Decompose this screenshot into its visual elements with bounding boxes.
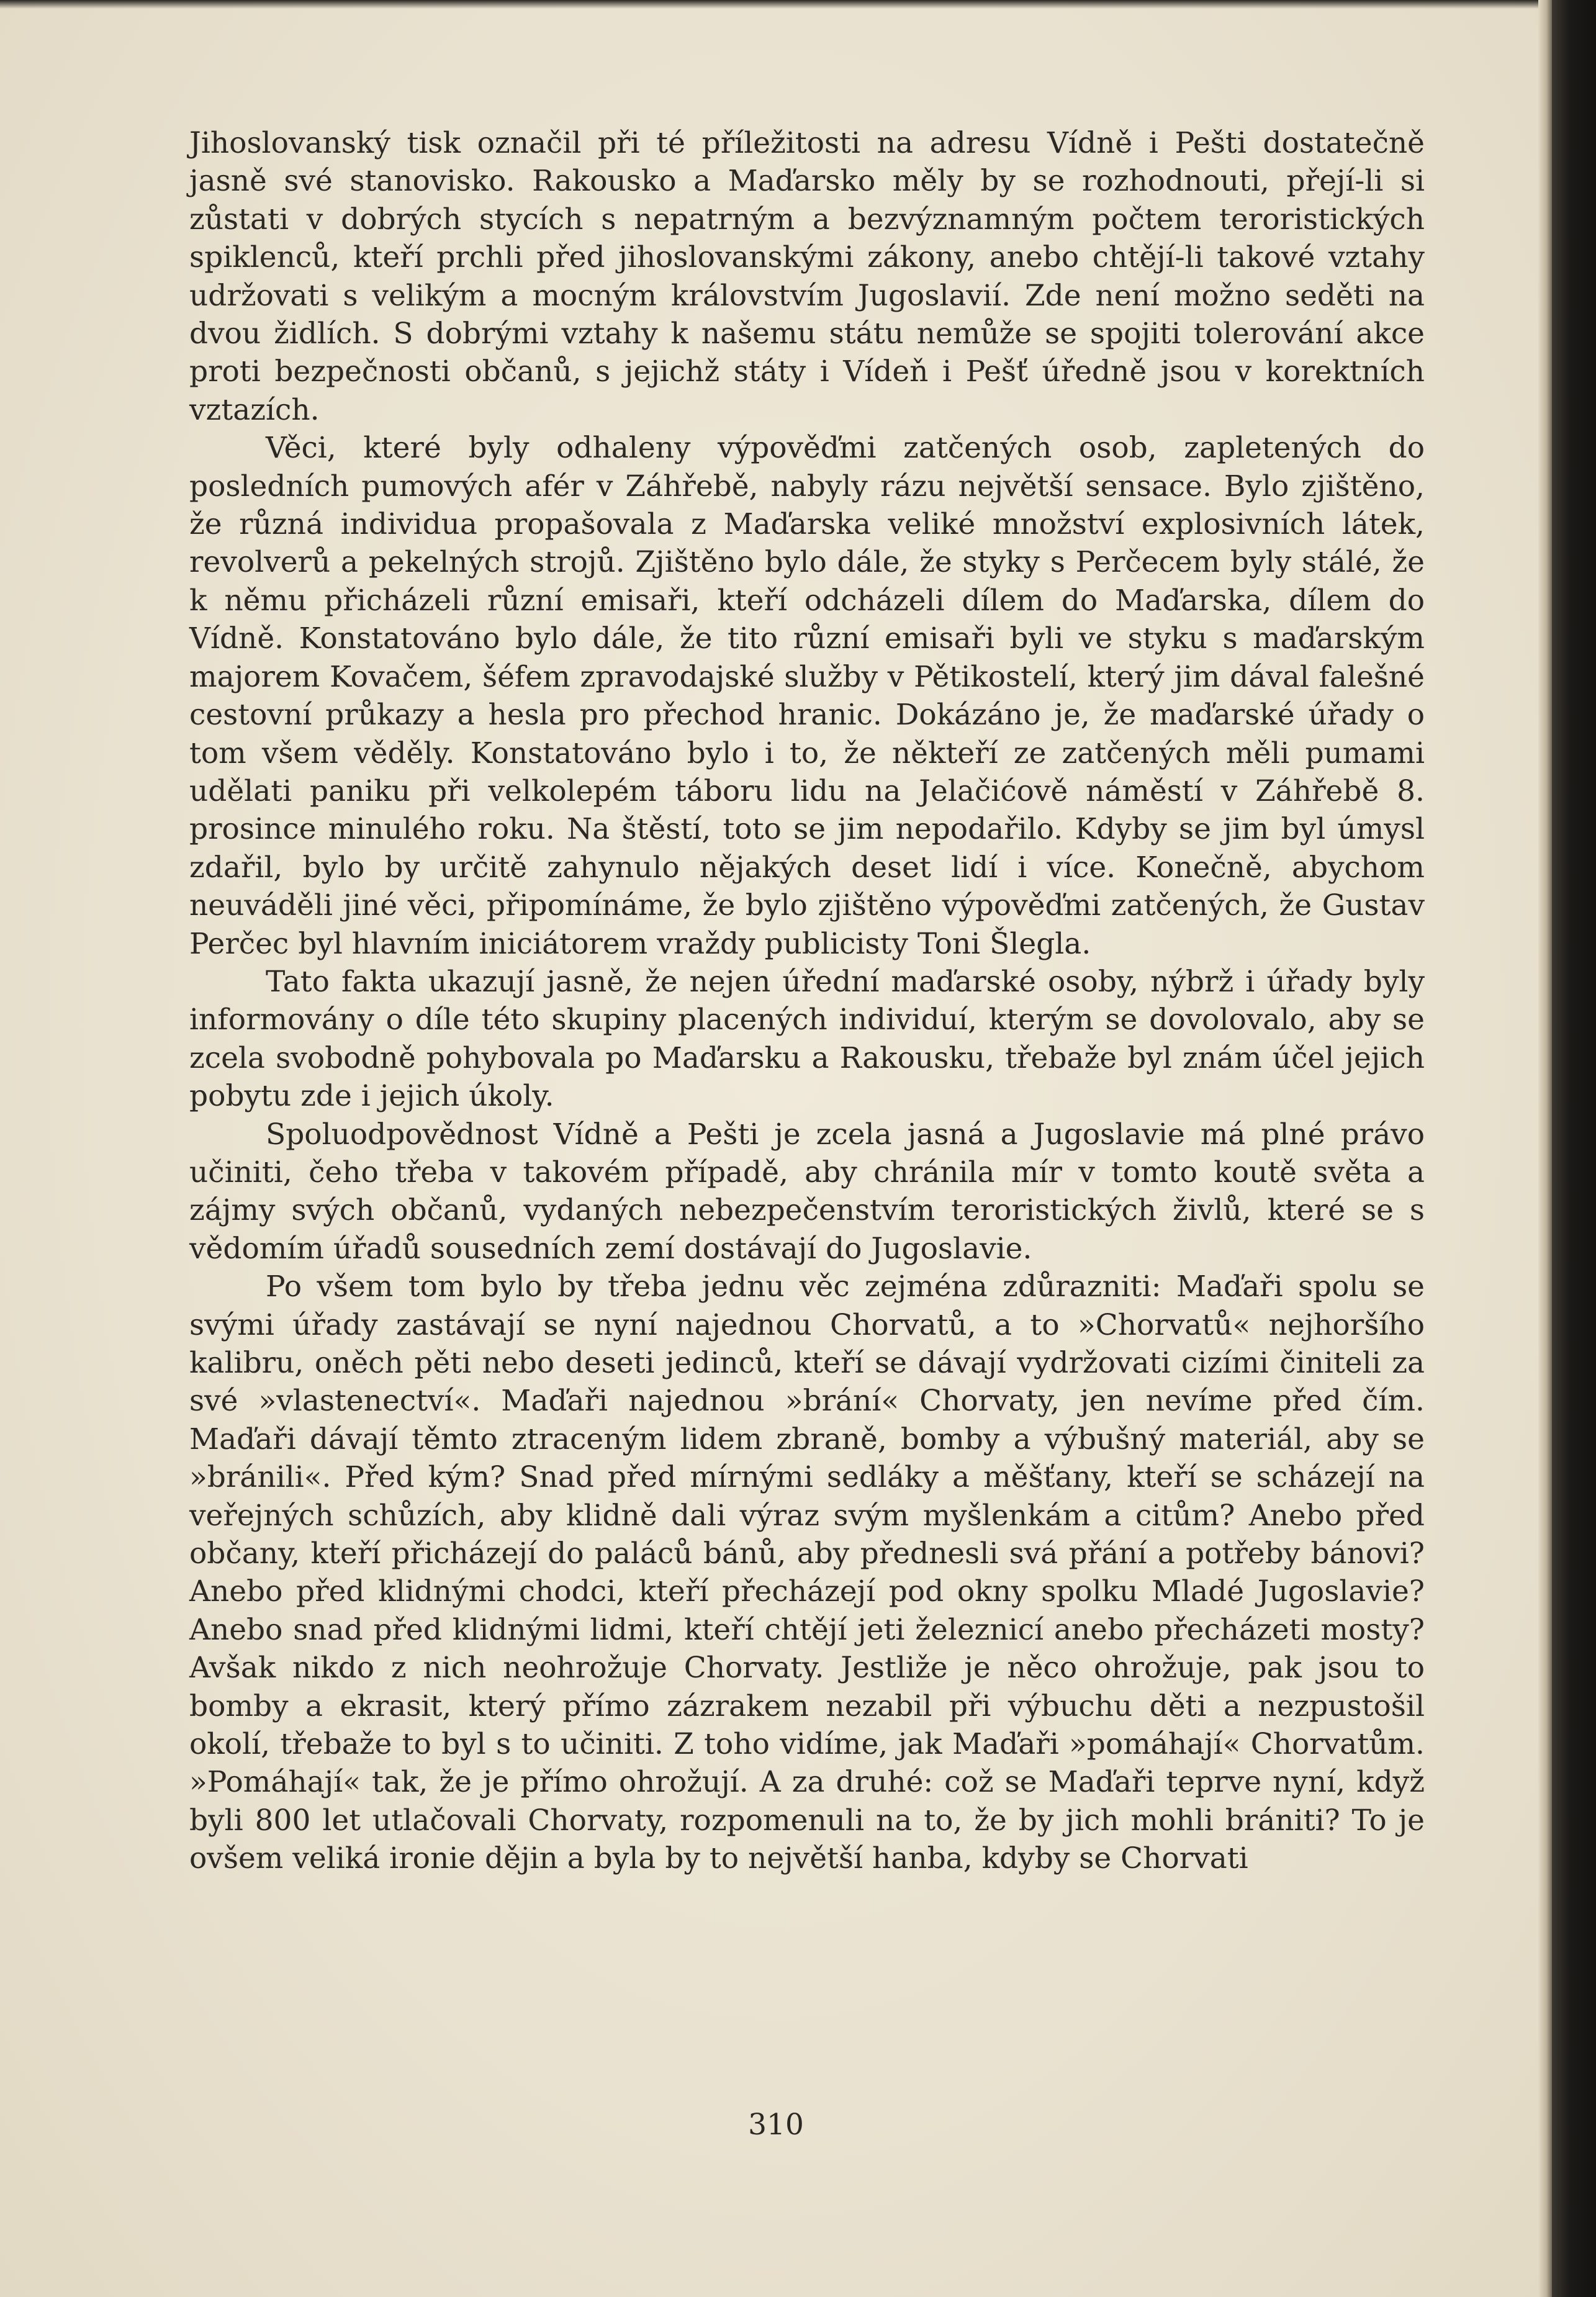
binding-shadow: [1552, 0, 1596, 2297]
body-text: [189, 124, 1425, 1878]
paragraph-2: Věci, které byly odhaleny výpověďmi zatčených osob, zapletených do posledních pumových afér v Záhřebě, nabyly rázu největší sensace. Bylo zjištěno, že různá individua propašovala z Maďarska veliké množství explosivních látek, revolverů a pekelných strojů. Zjištěno bylo dále, že styky s Perčecem byly stálé, že k němu přicházeli různí emisaři, kteří odcházeli dílem do Maďarska, dílem do Vídně. Konstatováno bylo dále, že tito různí emisaři byli ve styku s maďarským majorem Kovačem, šéfem zpravodajské služby v Pětikostelí, který jim dával falešné cestovní průkazy a hesla pro přechod hranic. Dokázáno je, že maďarské úřady o tom všem věděly. Konstatováno bylo i to, že někteří ze zatčených měli pumami udělati paniku při velkolepém táboru lidu na Jelačićově náměstí v Záhřebě 8. prosince minulého roku. Na štěstí, toto se jim nepodařilo. Kdyby se jim byl úmysl zdařil, bylo by určitě zahynulo nějakých deset lidí i více. Konečně, abychom neuváděli jiné věci, připomínáme, že bylo zjištěno výpověďmi zatčených, že Gustav Perčec byl hlavním iniciátorem vraždy publicisty Toni Šlegla.: [189, 431, 1425, 961]
paragraph-4: Spoluodpovědnost Vídně a Pešti je zcela jasná a Jugoslavie má plné právo učiniti, čeho třeba v takovém případě, aby chránila mír v tomto koutě světa a zájmy svých občanů, vydaných nebezpečenstvím teroristických živlů, které se s vědomím úřadů sousedních zemí dostávají do Jugoslavie.: [189, 1117, 1425, 1266]
top-edge-shadow: [0, 0, 1552, 9]
paragraph-5: Po všem tom bylo by třeba jednu věc zejména zdůrazniti: Maďaři spolu se svými úřady zastávají se nyní najednou Chorvatů, a to »Chorvatů« nejhoršího kalibru, oněch pěti nebo deseti jedinců, kteří se dávají vydržovati cizími činiteli za své »vlastenectví«. Maďaři najednou »brání« Chorvaty, jen nevíme před čím. Maďaři dávají těmto ztraceným lidem zbraně, bomby a výbušný materiál, aby se »bránili«. Před kým? Snad před mírnými sedláky a měšťany, kteří se scházejí na veřejných schůzích, aby klidně dali výraz svým myšlenkám a citům? Anebo před občany, kteří přicházejí do paláců bánů, aby přednesli svá přání a potřeby bánovi? Anebo před klidnými chodci, kteří přecházejí pod okny spolku Mladé Jugoslavie? Anebo snad před klidnými lidmi, kteří chtějí jeti železnicí anebo přecházeti mosty? Avšak nikdo z nich neohrožuje Chorvaty. Jestliže je něco ohrožuje, pak jsou to bomby a ekrasit, který přímo zázrakem nezabil při výbuchu děti a nezpustošil okolí, třebaže to byl s to učiniti. Z toho vidíme, jak Maďaři »pomáhají« Chorvatům. »Pomáhají« tak, že je přímo ohrožují. A za druhé: což se Maďaři teprve nyní, když byli 800 let utlačovali Chorvaty, rozpomenuli na to, že by jich mohli brániti? To je ovšem veliká ironie dějin a byla by to největší hanba, kdyby se Chorvati: [189, 1270, 1425, 1876]
page-edge: [1538, 0, 1552, 2297]
page-number: 310: [748, 2108, 804, 2142]
paragraph-3: Tato fakta ukazují jasně, že nejen úřední maďarské osoby, nýbrž i úřady byly informovány o díle této skupiny placených individuí, kterým se dovolovalo, aby se zcela svobodně pohybovala po Maďarsku a Rakousku, třebaže byl znám účel jejich pobytu zde i jejich úkoly.: [189, 964, 1425, 1114]
paragraph-1: Jihoslovanský tisk označil při té příležitosti na adresu Vídně i Pešti dostatečně jasně své stanovisko. Rakousko a Maďarsko měly by se rozhodnouti, přejí-li si zůstati v dobrých stycích s nepatrným a bezvýznamným počtem teroristických spiklenců, kteří prchli před jihoslovanskými zákony, anebo chtějí-li takové vztahy udržovati s velikým a mocným královstvím Jugoslavií. Zde není možno seděti na dvou židlích. S dobrými vztahy k našemu státu nemůže se spojiti tolerování akce proti bezpečnosti občanů, s jejichž státy i Vídeň i Pešť úředně jsou v korektních vztazích.: [189, 126, 1425, 427]
